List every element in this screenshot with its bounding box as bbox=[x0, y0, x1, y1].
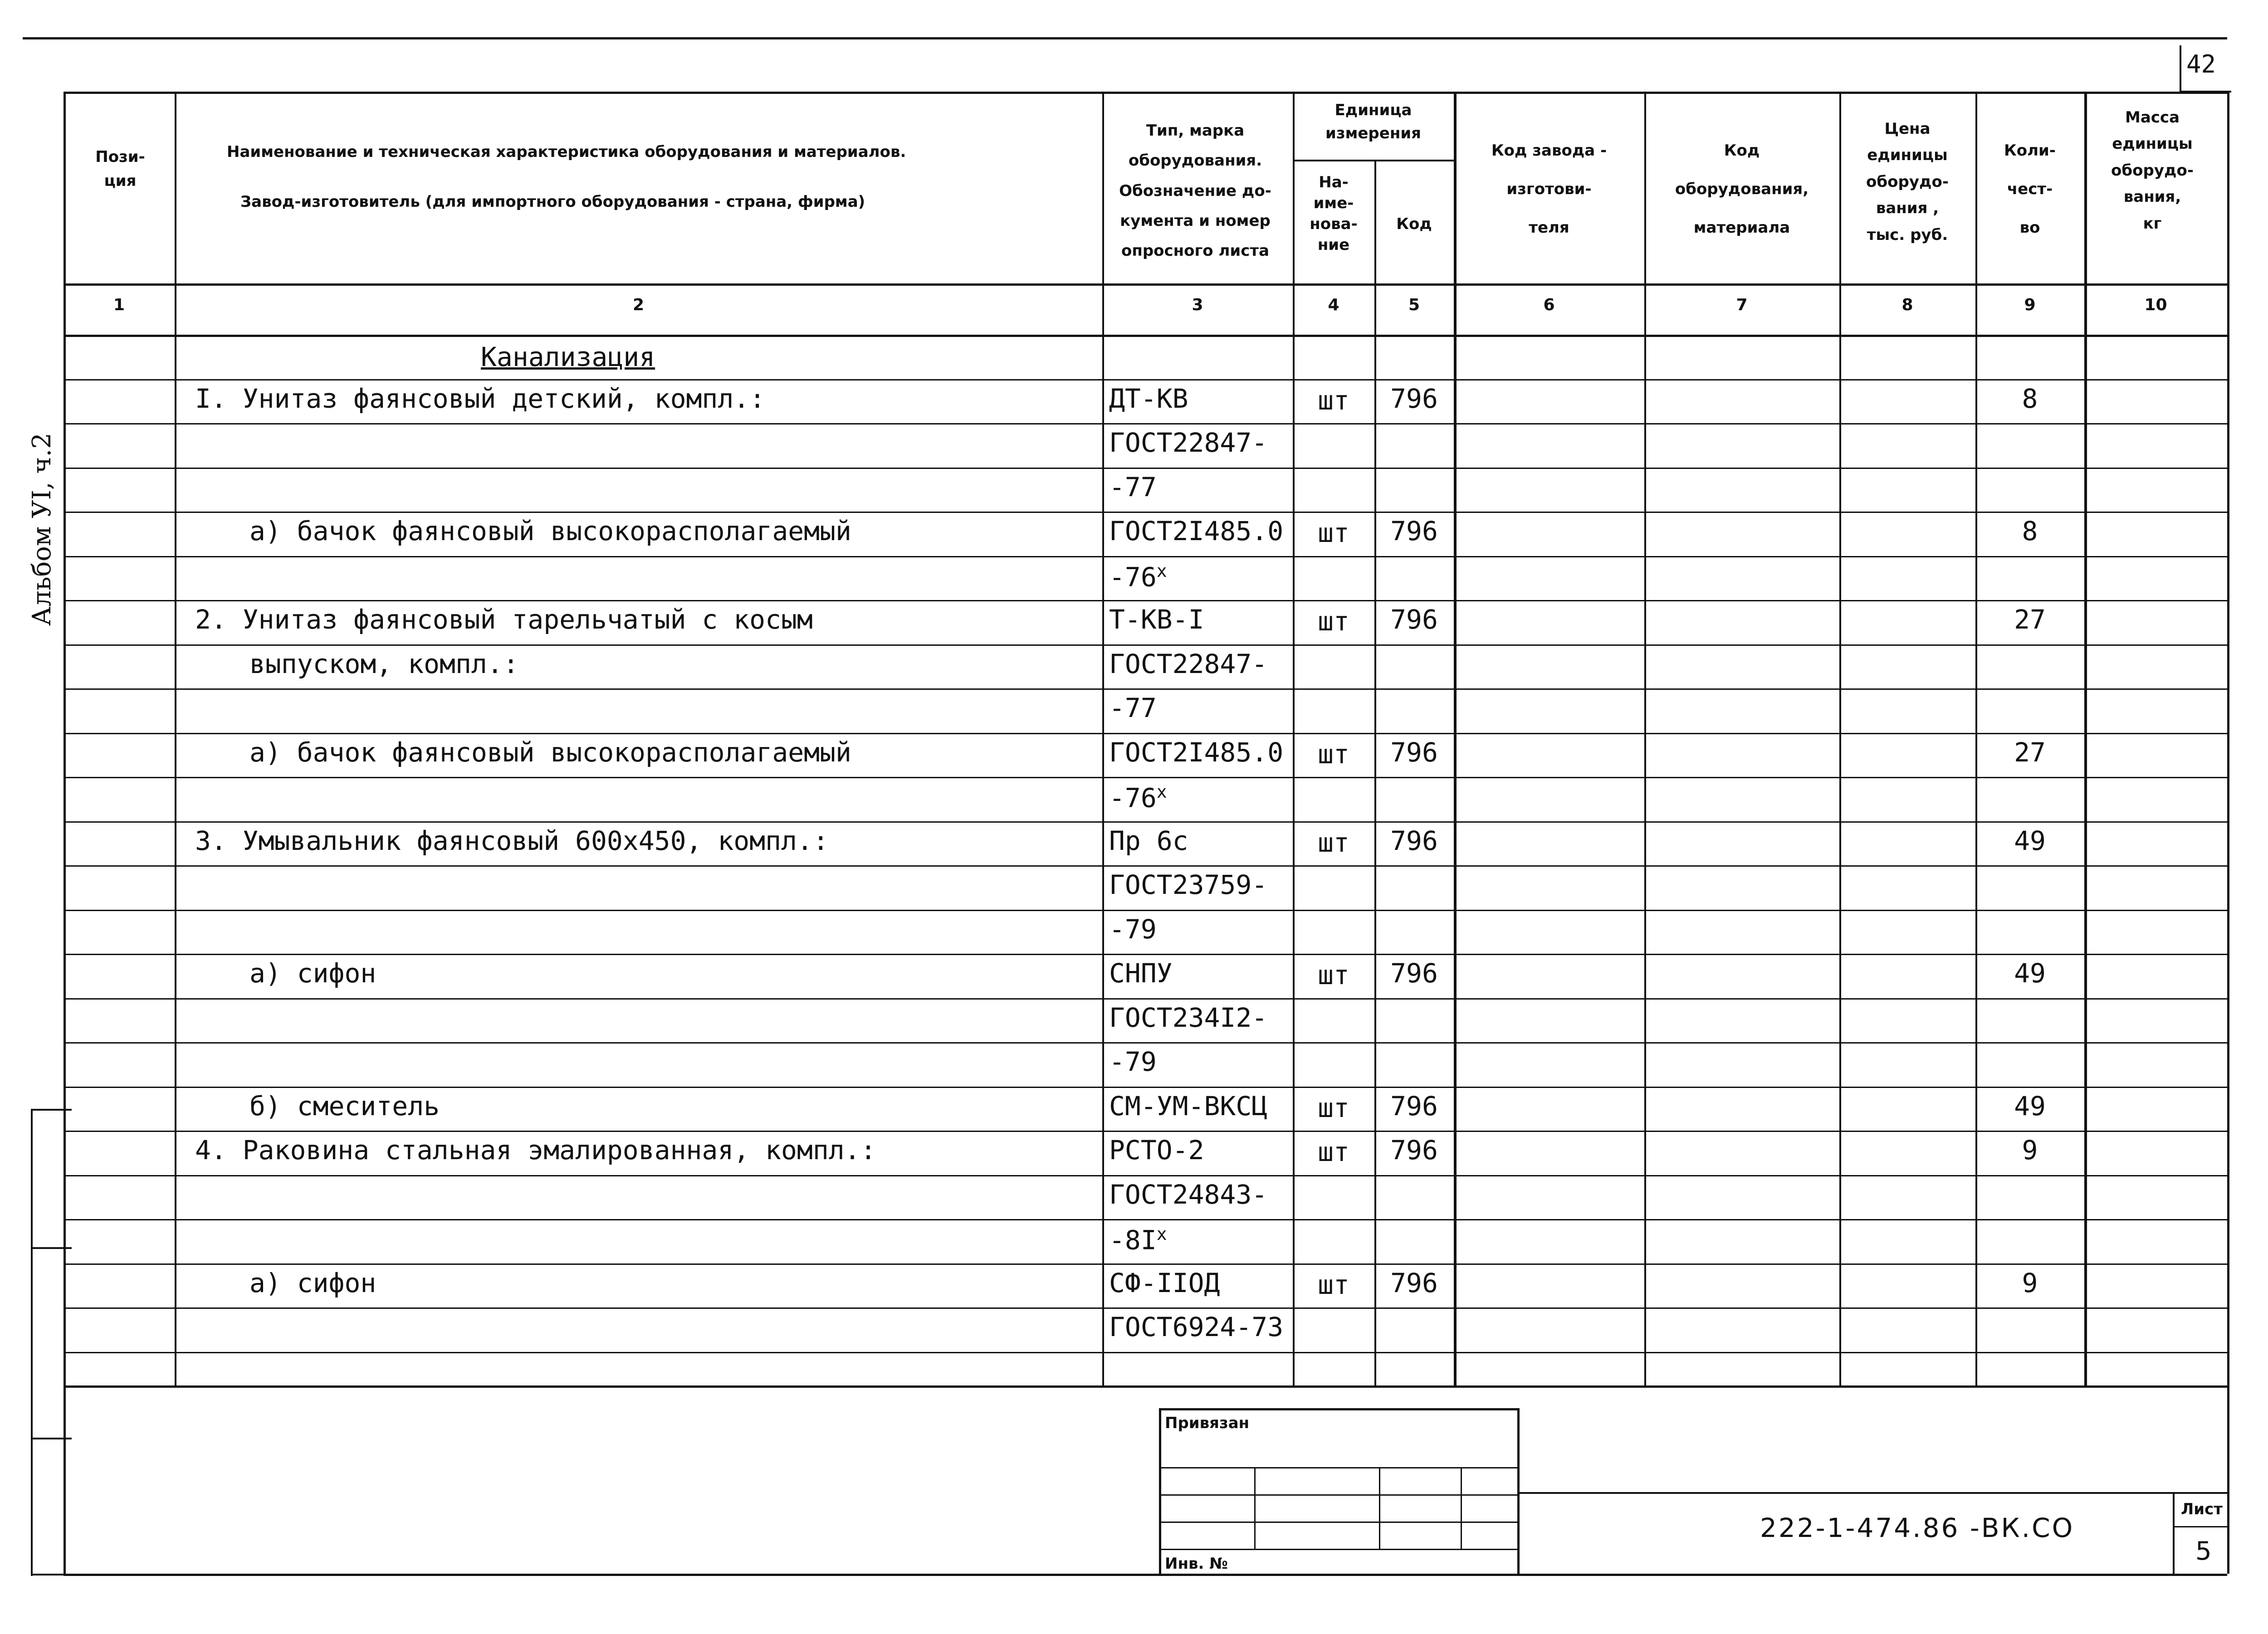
table-row-type: $-76^х$ bbox=[1109, 561, 1167, 592]
row-rule bbox=[64, 468, 2227, 469]
table-row-name: I. Унитаз фаянсовый детский, компл.: bbox=[195, 383, 766, 414]
superscript-mark: х bbox=[1156, 561, 1167, 581]
table-row-code: 796 bbox=[1390, 958, 1438, 989]
row-rule bbox=[64, 423, 2227, 424]
table-row-unit: шт bbox=[1318, 517, 1349, 548]
header-unit-name: На- име- нова- ние bbox=[1310, 173, 1358, 254]
table-body-bottom bbox=[64, 1385, 2227, 1388]
table-row-type: ГОСТ22847- bbox=[1109, 648, 1268, 679]
header-position: Пози- ция bbox=[95, 148, 145, 190]
table-row-type: СМ-УМ-ВКСЦ bbox=[1109, 1090, 1268, 1122]
table-row-quantity: 8 bbox=[2022, 383, 2038, 414]
stamp-rule bbox=[1159, 1467, 1517, 1468]
row-rule bbox=[64, 688, 2227, 690]
table-row-code: 796 bbox=[1390, 516, 1438, 546]
column-number: 9 bbox=[2024, 296, 2036, 314]
table-row-code: 796 bbox=[1390, 1267, 1438, 1298]
column-number: 8 bbox=[1901, 296, 1913, 314]
header-bottom bbox=[64, 283, 2227, 286]
binding-strip-line bbox=[31, 1109, 33, 1576]
sheet-box-left bbox=[2173, 1492, 2175, 1574]
row-rule bbox=[64, 379, 2227, 380]
album-label: Альбом УI, ч.2 bbox=[27, 433, 57, 626]
header-name-line2: Завод-изготовитель (для импортного оборудования - страна, фирма) bbox=[240, 193, 865, 211]
table-row-type: ГОСТ23759- bbox=[1109, 869, 1268, 900]
row-rule bbox=[64, 1042, 2227, 1044]
table-row-type: ГОСТ6924-73 bbox=[1109, 1312, 1284, 1342]
table-row-code: 796 bbox=[1390, 737, 1438, 768]
table-row-name: а) бачок фаянсовый высокорасполагаемый bbox=[249, 516, 851, 546]
inventory-label: Инв. № bbox=[1165, 1555, 1228, 1573]
table-row-type: ДТ-КВ bbox=[1109, 383, 1188, 414]
stamp-divider bbox=[1461, 1467, 1462, 1549]
table-row-type: Т-КВ-I bbox=[1109, 604, 1204, 635]
stamp-right bbox=[1517, 1408, 1520, 1574]
table-row-quantity: 49 bbox=[2014, 825, 2046, 856]
header-unit: Единица измерения bbox=[1325, 101, 1421, 142]
sheet-box-rule bbox=[2173, 1526, 2227, 1527]
table-row-quantity: 49 bbox=[2014, 958, 2046, 989]
column-number: 1 bbox=[113, 296, 125, 314]
row-rule bbox=[64, 910, 2227, 911]
table-row-code: 796 bbox=[1390, 604, 1438, 635]
stamp-rule bbox=[1159, 1494, 1517, 1496]
title-block-rule bbox=[1517, 1492, 2227, 1494]
column-number: 7 bbox=[1736, 296, 1748, 314]
table-row-name: 2. Унитаз фаянсовый тарельчатый с косым bbox=[195, 604, 813, 635]
table-row-unit: шт bbox=[1318, 606, 1349, 637]
table-row-code: 796 bbox=[1390, 1090, 1438, 1122]
table-row-type: Пр 6с bbox=[1109, 825, 1188, 856]
table-row-type: СНПУ bbox=[1109, 958, 1173, 989]
table-row-quantity: 27 bbox=[2014, 604, 2046, 635]
table-row-unit: шт bbox=[1318, 960, 1349, 990]
stamp-top bbox=[1159, 1408, 1517, 1410]
stamp-divider bbox=[1379, 1467, 1380, 1549]
table-row-type: $-76^х$ bbox=[1109, 782, 1167, 814]
table-row-quantity: 9 bbox=[2022, 1135, 2038, 1166]
column-rule bbox=[1975, 92, 1977, 1385]
row-rule bbox=[64, 1219, 2227, 1220]
column-number: 6 bbox=[1543, 296, 1555, 314]
table-row-unit: шт bbox=[1318, 1136, 1349, 1167]
row-rule bbox=[64, 733, 2227, 734]
table-row-code: 796 bbox=[1390, 1135, 1438, 1166]
header-name-line1: Наименование и техническая характеристика оборудования и материалов. bbox=[227, 143, 906, 161]
table-row-name: 4. Раковина стальная эмалированная, компл.: bbox=[195, 1135, 876, 1166]
header-quantity: Коли- чест- во bbox=[2004, 141, 2056, 237]
superscript-mark: х bbox=[1156, 782, 1167, 802]
top-border bbox=[23, 37, 2227, 39]
table-row-type: -77 bbox=[1109, 693, 1157, 723]
column-rule bbox=[2084, 92, 2087, 1385]
table-right bbox=[2227, 92, 2229, 1574]
sheet-number: 5 bbox=[2195, 1536, 2212, 1566]
table-row-type: ГОСТ24843- bbox=[1109, 1179, 1268, 1210]
header-type: Тип, марка оборудования. Обозначение до- кумента и номер опросного листа bbox=[1119, 122, 1271, 260]
column-number: 10 bbox=[2144, 296, 2167, 314]
section-title: Канализация bbox=[481, 341, 655, 372]
column-rule bbox=[1102, 92, 1104, 1385]
stamp-rule bbox=[1159, 1549, 1517, 1550]
row-rule bbox=[64, 777, 2227, 778]
table-row-type: ГОСТ234I2- bbox=[1109, 1002, 1268, 1033]
column-rule bbox=[1644, 92, 1646, 1385]
row-rule bbox=[64, 1087, 2227, 1088]
table-row-quantity: 8 bbox=[2022, 516, 2038, 546]
superscript-mark: х bbox=[1156, 1224, 1167, 1244]
column-rule bbox=[1293, 92, 1295, 1385]
unit-subheader-rule bbox=[1293, 160, 1454, 161]
frame-bottom bbox=[64, 1574, 2227, 1576]
header-mass: Масса единицы оборудо- вания, кг bbox=[2111, 108, 2194, 233]
table-row-type: ГОСТ2I485.0 bbox=[1109, 516, 1284, 546]
table-row-name: б) смеситель bbox=[249, 1090, 440, 1122]
table-row-type: -79 bbox=[1109, 913, 1157, 945]
table-row-name: а) сифон bbox=[249, 958, 376, 989]
table-row-unit: шт bbox=[1318, 385, 1349, 416]
column-number: 5 bbox=[1408, 296, 1420, 314]
column-rule bbox=[1454, 92, 1457, 1385]
row-rule bbox=[64, 644, 2227, 646]
row-rule bbox=[64, 600, 2227, 601]
table-row-quantity: 49 bbox=[2014, 1090, 2046, 1122]
table-row-type: РСТО-2 bbox=[1109, 1135, 1204, 1166]
tied-label: Привязан bbox=[1165, 1414, 1250, 1432]
column-number: 3 bbox=[1192, 296, 1203, 314]
header-manufacturer-code: Код завода - изготови- теля bbox=[1491, 141, 1607, 237]
table-row-name: а) бачок фаянсовый высокорасполагаемый bbox=[249, 737, 851, 768]
table-row-quantity: 9 bbox=[2022, 1267, 2038, 1298]
numbers-bottom bbox=[64, 335, 2227, 337]
table-row-name: 3. Умывальник фаянсовый 600х450, компл.: bbox=[195, 825, 829, 856]
table-row-type: -79 bbox=[1109, 1046, 1157, 1077]
table-row-type: ГОСТ2I485.0 bbox=[1109, 737, 1284, 768]
table-row-type: $-8I^х$ bbox=[1109, 1224, 1167, 1256]
header-equipment-code: Код оборудования, материала bbox=[1675, 141, 1809, 237]
table-row-unit: шт bbox=[1318, 1269, 1349, 1300]
row-rule bbox=[64, 1263, 2227, 1265]
row-rule bbox=[64, 998, 2227, 1000]
row-rule bbox=[64, 954, 2227, 955]
table-row-unit: шт bbox=[1318, 1092, 1349, 1123]
column-rule bbox=[1374, 160, 1376, 1385]
table-row-type: СФ-IIОД bbox=[1109, 1267, 1220, 1298]
column-number: 2 bbox=[632, 296, 645, 314]
table-row-unit: шт bbox=[1318, 827, 1349, 858]
table-row-type: -77 bbox=[1109, 471, 1157, 502]
table-row-type: ГОСТ22847- bbox=[1109, 427, 1268, 458]
row-rule bbox=[64, 1352, 2227, 1353]
document-code: 222-1-474.86 -ВК.СО bbox=[1760, 1512, 2075, 1543]
row-rule bbox=[64, 1307, 2227, 1309]
column-rule bbox=[175, 92, 176, 1385]
row-rule bbox=[64, 512, 2227, 513]
table-top bbox=[64, 92, 2227, 94]
row-rule bbox=[64, 556, 2227, 557]
table-row-name: а) сифон bbox=[249, 1267, 376, 1298]
row-rule bbox=[64, 865, 2227, 867]
row-rule bbox=[64, 1175, 2227, 1176]
column-rule bbox=[1839, 92, 1841, 1385]
table-row-code: 796 bbox=[1390, 383, 1438, 414]
row-rule bbox=[64, 1131, 2227, 1132]
header-unit-code: Код bbox=[1396, 215, 1432, 233]
page-number: 42 bbox=[2186, 50, 2216, 78]
sheet-label: Лист bbox=[2181, 1500, 2223, 1518]
row-rule bbox=[64, 821, 2227, 823]
stamp-divider bbox=[1254, 1467, 1256, 1549]
table-row-code: 796 bbox=[1390, 825, 1438, 856]
table-row-quantity: 27 bbox=[2014, 737, 2046, 768]
table-row-name: выпуском, компл.: bbox=[249, 648, 519, 679]
table-row-unit: шт bbox=[1318, 738, 1349, 770]
column-number: 4 bbox=[1328, 296, 1339, 314]
header-price: Цена единицы оборудо- вания , тыс. руб. bbox=[1866, 120, 1949, 244]
stamp-rule bbox=[1159, 1522, 1517, 1523]
